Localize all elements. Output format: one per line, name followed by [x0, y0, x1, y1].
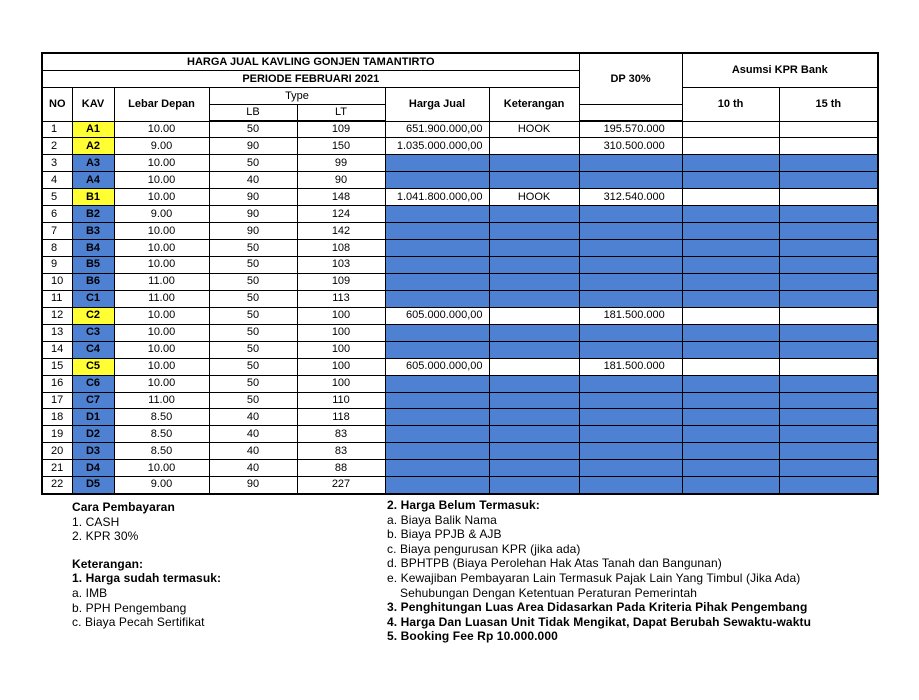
cell-kav: B2	[72, 206, 114, 223]
cell-lebar-depan: 11.00	[114, 392, 209, 409]
cell-kav: A4	[72, 172, 114, 189]
table-row	[42, 223, 878, 240]
header-type: Type	[209, 87, 385, 104]
cell-kpr-10th	[682, 392, 779, 409]
cell-no: 22	[42, 477, 72, 494]
header-harga-jual: Harga Jual	[385, 87, 489, 121]
cell-harga-jual	[385, 392, 489, 409]
table-row	[42, 460, 878, 477]
cell-kpr-15th	[779, 358, 878, 375]
cell-kpr-15th	[779, 375, 878, 392]
cell-keterangan	[489, 409, 579, 426]
belum-item: a. Biaya Balik Nama	[387, 512, 497, 527]
cell-lt: 100	[297, 307, 385, 324]
cell-keterangan	[489, 206, 579, 223]
cara-item: 2. KPR 30%	[72, 529, 139, 544]
note-point-4: 4. Harga Dan Luasan Unit Tidak Mengikat, Dapat Berubah Sewaktu-waktu	[387, 614, 812, 629]
cell-kpr-10th	[682, 307, 779, 324]
cell-kpr-10th	[682, 443, 779, 460]
table-row	[42, 189, 878, 206]
cell-lt: 150	[297, 138, 385, 155]
cell-kpr-10th	[682, 121, 779, 138]
cell-keterangan	[489, 341, 579, 358]
table-row	[42, 477, 878, 494]
cell-harga-jual: 605.000.000,00	[385, 358, 489, 375]
cell-kpr-15th	[779, 290, 878, 307]
cell-kpr-15th	[779, 138, 878, 155]
table-body	[42, 121, 878, 494]
cell-kpr-15th	[779, 324, 878, 341]
cell-dp: 181.500.000	[579, 307, 682, 324]
cell-kpr-15th	[779, 189, 878, 206]
cell-lb: 40	[209, 426, 297, 443]
cell-lb: 50	[209, 341, 297, 358]
cell-kpr-10th	[682, 324, 779, 341]
cell-no: 20	[42, 443, 72, 460]
cara-pembayaran-title: Cara Pembayaran	[72, 500, 175, 514]
cell-kav: B1	[72, 189, 114, 206]
cell-kav: B4	[72, 240, 114, 257]
cell-keterangan	[489, 273, 579, 290]
cell-dp	[579, 443, 682, 460]
cell-lb: 40	[209, 409, 297, 426]
cell-lt: 100	[297, 341, 385, 358]
cell-kav: A2	[72, 138, 114, 155]
cell-kav: B6	[72, 273, 114, 290]
cell-kpr-15th	[779, 223, 878, 240]
cell-kpr-10th	[682, 358, 779, 375]
cell-harga-jual	[385, 172, 489, 189]
cell-kpr-10th	[682, 155, 779, 172]
cell-kpr-10th	[682, 477, 779, 494]
cell-dp	[579, 409, 682, 426]
cell-kav: D2	[72, 426, 114, 443]
cell-kpr-15th	[779, 460, 878, 477]
cell-dp: 312.540.000	[579, 189, 682, 206]
cell-harga-jual	[385, 206, 489, 223]
cell-kpr-10th	[682, 138, 779, 155]
keterangan-title: Keterangan:	[72, 556, 144, 571]
cell-dp	[579, 460, 682, 477]
cell-dp	[579, 375, 682, 392]
cell-dp	[579, 426, 682, 443]
cell-lebar-depan: 11.00	[114, 290, 209, 307]
cell-kpr-10th	[682, 257, 779, 274]
cell-no: 5	[42, 189, 72, 206]
cell-dp	[579, 341, 682, 358]
cell-lt: 100	[297, 358, 385, 375]
cell-no: 4	[42, 172, 72, 189]
cell-harga-jual: 651.900.000,00	[385, 121, 489, 138]
cell-kpr-10th	[682, 172, 779, 189]
header-10th: 10 th	[682, 87, 779, 121]
cell-lb: 50	[209, 324, 297, 341]
cell-harga-jual	[385, 240, 489, 257]
header-lt: LT	[297, 104, 385, 121]
belum-item: b. Biaya PPJB & AJB	[387, 527, 502, 542]
cell-kpr-10th	[682, 240, 779, 257]
cell-dp: 181.500.000	[579, 358, 682, 375]
table-subtitle: PERIODE FEBRUARI 2021	[42, 70, 579, 87]
cell-lb: 40	[209, 172, 297, 189]
price-table	[41, 52, 879, 495]
cell-kpr-10th	[682, 426, 779, 443]
cell-kpr-10th	[682, 206, 779, 223]
cell-kav: C2	[72, 307, 114, 324]
cell-kpr-10th	[682, 189, 779, 206]
cell-lb: 50	[209, 392, 297, 409]
cell-no: 13	[42, 324, 72, 341]
cell-no: 11	[42, 290, 72, 307]
cell-no: 12	[42, 307, 72, 324]
exclusion-notes	[387, 498, 811, 644]
cell-harga-jual	[385, 257, 489, 274]
cell-kpr-10th	[682, 290, 779, 307]
cell-lebar-depan: 10.00	[114, 307, 209, 324]
cell-kpr-15th	[779, 121, 878, 138]
header-dp: DP 30%	[579, 53, 682, 104]
cell-kpr-15th	[779, 155, 878, 172]
cell-no: 18	[42, 409, 72, 426]
cell-keterangan	[489, 223, 579, 240]
table-title: HARGA JUAL KAVLING GONJEN TAMANTIRTO	[42, 53, 579, 70]
cell-harga-jual	[385, 223, 489, 240]
cell-kav: D3	[72, 443, 114, 460]
header-lb: LB	[209, 104, 297, 121]
cell-keterangan	[489, 257, 579, 274]
cell-lb: 90	[209, 138, 297, 155]
cell-no: 8	[42, 240, 72, 257]
table-row	[42, 426, 878, 443]
cell-keterangan	[489, 324, 579, 341]
cell-kpr-15th	[779, 307, 878, 324]
cell-lt: 142	[297, 223, 385, 240]
cell-kpr-15th	[779, 240, 878, 257]
cell-harga-jual	[385, 155, 489, 172]
cell-lt: 83	[297, 426, 385, 443]
cell-kpr-10th	[682, 223, 779, 240]
cell-kpr-15th	[779, 172, 878, 189]
cell-lt: 124	[297, 206, 385, 223]
cell-lebar-depan: 9.00	[114, 206, 209, 223]
header-kav: KAV	[72, 87, 114, 121]
cell-dp	[579, 290, 682, 307]
cell-no: 9	[42, 257, 72, 274]
cell-lt: 100	[297, 324, 385, 341]
cell-kpr-15th	[779, 273, 878, 290]
cell-dp	[579, 206, 682, 223]
table-row	[42, 273, 878, 290]
cell-kpr-15th	[779, 443, 878, 460]
cell-kav: D4	[72, 460, 114, 477]
cell-dp: 310.500.000	[579, 138, 682, 155]
cell-lebar-depan: 10.00	[114, 155, 209, 172]
cell-kav: A3	[72, 155, 114, 172]
cell-no: 14	[42, 341, 72, 358]
table-row	[42, 206, 878, 223]
cell-lebar-depan: 10.00	[114, 223, 209, 240]
cell-kav: C5	[72, 358, 114, 375]
cell-kav: C7	[72, 392, 114, 409]
cell-lb: 50	[209, 307, 297, 324]
cell-lb: 50	[209, 257, 297, 274]
cell-lt: 118	[297, 409, 385, 426]
cell-keterangan	[489, 138, 579, 155]
cell-lb: 90	[209, 189, 297, 206]
cell-kav: C3	[72, 324, 114, 341]
cell-lb: 50	[209, 358, 297, 375]
cell-dp	[579, 223, 682, 240]
cell-no: 1	[42, 121, 72, 138]
belum-item: c. Biaya pengurusan KPR (jika ada)	[387, 541, 581, 556]
cell-dp	[579, 324, 682, 341]
cell-kpr-15th	[779, 392, 878, 409]
cell-lebar-depan: 10.00	[114, 324, 209, 341]
cell-kpr-15th	[779, 341, 878, 358]
cell-dp	[579, 172, 682, 189]
cell-keterangan: HOOK	[489, 121, 579, 138]
cell-no: 2	[42, 138, 72, 155]
cell-harga-jual	[385, 426, 489, 443]
table-row	[42, 290, 878, 307]
cell-lb: 50	[209, 375, 297, 392]
cell-lt: 109	[297, 273, 385, 290]
cell-lebar-depan: 9.00	[114, 477, 209, 494]
table-row	[42, 392, 878, 409]
cell-no: 19	[42, 426, 72, 443]
cell-keterangan	[489, 358, 579, 375]
cell-keterangan	[489, 392, 579, 409]
cell-lb: 90	[209, 206, 297, 223]
belum-item: e. Kewajiban Pembayaran Lain Termasuk Pajak Lain Yang Timbul (Jika Ada)	[387, 570, 801, 585]
cell-lt: 90	[297, 172, 385, 189]
table-row	[42, 240, 878, 257]
cell-harga-jual	[385, 324, 489, 341]
cell-lb: 40	[209, 443, 297, 460]
cell-lt: 99	[297, 155, 385, 172]
cell-lb: 50	[209, 273, 297, 290]
table-row	[42, 358, 878, 375]
header-asumsi-kpr: Asumsi KPR Bank	[682, 53, 878, 87]
cell-harga-jual	[385, 443, 489, 460]
table-row	[42, 155, 878, 172]
cell-keterangan	[489, 172, 579, 189]
cell-keterangan	[489, 375, 579, 392]
termasuk-item: a. IMB	[72, 585, 108, 600]
cell-lt: 100	[297, 375, 385, 392]
cell-lt: 88	[297, 460, 385, 477]
cell-dp	[579, 477, 682, 494]
table-row	[42, 375, 878, 392]
cell-harga-jual: 605.000.000,00	[385, 307, 489, 324]
header-no: NO	[42, 87, 72, 121]
header-dp-spacer	[579, 104, 682, 121]
cell-harga-jual	[385, 290, 489, 307]
cell-lebar-depan: 10.00	[114, 121, 209, 138]
table-row	[42, 172, 878, 189]
cell-kpr-10th	[682, 460, 779, 477]
cell-keterangan	[489, 240, 579, 257]
cell-kav: A1	[72, 121, 114, 138]
cell-lebar-depan: 11.00	[114, 273, 209, 290]
cell-kpr-15th	[779, 409, 878, 426]
cell-lb: 50	[209, 155, 297, 172]
cell-no: 17	[42, 392, 72, 409]
cell-keterangan	[489, 460, 579, 477]
cell-no: 16	[42, 375, 72, 392]
cell-lt: 83	[297, 443, 385, 460]
cell-lebar-depan: 10.00	[114, 358, 209, 375]
cell-harga-jual	[385, 341, 489, 358]
cell-harga-jual: 1.041.800.000,00	[385, 189, 489, 206]
cell-kav: B3	[72, 223, 114, 240]
termasuk-item: c. Biaya Pecah Sertifikat	[72, 615, 205, 630]
cell-dp	[579, 257, 682, 274]
cell-dp	[579, 273, 682, 290]
termasuk-item: b. PPH Pengembang	[72, 600, 187, 615]
cell-kav: C6	[72, 375, 114, 392]
cell-lb: 90	[209, 223, 297, 240]
cell-harga-jual	[385, 477, 489, 494]
cell-lebar-depan: 8.50	[114, 409, 209, 426]
cell-keterangan	[489, 477, 579, 494]
cell-kpr-10th	[682, 409, 779, 426]
payment-notes	[72, 500, 221, 630]
cell-lt: 110	[297, 392, 385, 409]
cell-keterangan	[489, 155, 579, 172]
cell-kav: D5	[72, 477, 114, 494]
cell-lebar-depan: 10.00	[114, 240, 209, 257]
cell-keterangan	[489, 426, 579, 443]
cell-harga-jual	[385, 375, 489, 392]
note-point-5: 5. Booking Fee Rp 10.000.000	[387, 629, 558, 644]
belum-termasuk-title: 2. Harga Belum Termasuk:	[387, 498, 540, 512]
cell-lt: 108	[297, 240, 385, 257]
cell-keterangan	[489, 307, 579, 324]
cara-item: 1. CASH	[72, 514, 120, 529]
table-row	[42, 121, 878, 138]
cell-keterangan	[489, 290, 579, 307]
cell-harga-jual: 1.035.000.000,00	[385, 138, 489, 155]
cell-lebar-depan: 10.00	[114, 375, 209, 392]
cell-lt: 109	[297, 121, 385, 138]
cell-no: 6	[42, 206, 72, 223]
cell-lebar-depan: 8.50	[114, 443, 209, 460]
cell-kpr-10th	[682, 341, 779, 358]
cell-lt: 148	[297, 189, 385, 206]
cell-lebar-depan: 10.00	[114, 172, 209, 189]
cell-dp: 195.570.000	[579, 121, 682, 138]
cell-kpr-15th	[779, 257, 878, 274]
cell-lebar-depan: 10.00	[114, 189, 209, 206]
cell-harga-jual	[385, 409, 489, 426]
cell-harga-jual	[385, 460, 489, 477]
cell-lebar-depan: 10.00	[114, 341, 209, 358]
cell-no: 10	[42, 273, 72, 290]
table-row	[42, 324, 878, 341]
table-row	[42, 257, 878, 274]
cell-no: 7	[42, 223, 72, 240]
cell-kav: B5	[72, 257, 114, 274]
cell-lt: 103	[297, 257, 385, 274]
cell-kpr-10th	[682, 375, 779, 392]
cell-lb: 90	[209, 477, 297, 494]
table-row	[42, 307, 878, 324]
header-keterangan: Keterangan	[489, 87, 579, 121]
cell-no: 15	[42, 358, 72, 375]
cell-lb: 50	[209, 240, 297, 257]
belum-item-continuation: Sehubungan Dengan Ketentuan Peraturan Pemerintah	[400, 585, 698, 600]
cell-lb: 50	[209, 121, 297, 138]
cell-kav: C1	[72, 290, 114, 307]
cell-lt: 113	[297, 290, 385, 307]
cell-kav: C4	[72, 341, 114, 358]
cell-lt: 227	[297, 477, 385, 494]
cell-lebar-depan: 10.00	[114, 257, 209, 274]
termasuk-title: 1. Harga sudah termasuk:	[72, 571, 222, 586]
cell-keterangan	[489, 443, 579, 460]
cell-dp	[579, 240, 682, 257]
cell-harga-jual	[385, 273, 489, 290]
cell-kpr-15th	[779, 426, 878, 443]
belum-item: d. BPHTPB (Biaya Perolehan Hak Atas Tanah dan Bangunan)	[387, 556, 722, 571]
cell-lb: 50	[209, 290, 297, 307]
cell-lebar-depan: 10.00	[114, 460, 209, 477]
cell-kpr-10th	[682, 273, 779, 290]
cell-no: 3	[42, 155, 72, 172]
cell-dp	[579, 155, 682, 172]
cell-no: 21	[42, 460, 72, 477]
cell-kpr-15th	[779, 206, 878, 223]
table-row	[42, 138, 878, 155]
table-row	[42, 443, 878, 460]
table-row	[42, 341, 878, 358]
note-point-3: 3. Penghitungan Luas Area Didasarkan Pada Kriteria Pihak Pengembang	[387, 600, 808, 615]
header-15th: 15 th	[779, 87, 878, 121]
cell-lb: 40	[209, 460, 297, 477]
header-lebar-depan: Lebar Depan	[114, 87, 209, 121]
cell-kpr-15th	[779, 477, 878, 494]
cell-keterangan: HOOK	[489, 189, 579, 206]
cell-kav: D1	[72, 409, 114, 426]
cell-dp	[579, 392, 682, 409]
cell-lebar-depan: 8.50	[114, 426, 209, 443]
table-row	[42, 409, 878, 426]
cell-lebar-depan: 9.00	[114, 138, 209, 155]
